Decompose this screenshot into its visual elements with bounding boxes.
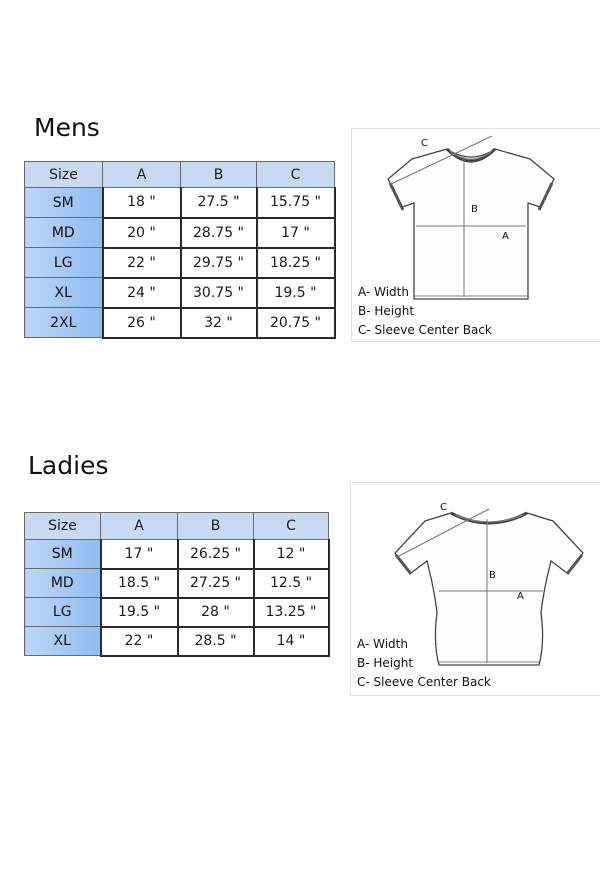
table-row: [25, 627, 329, 656]
value-b: 32 ": [181, 308, 257, 338]
size-label: 2XL: [25, 308, 103, 338]
size-label: SM: [25, 540, 101, 569]
label-c: C: [440, 502, 447, 513]
table-row: [25, 569, 329, 598]
value-a: 18.5 ": [101, 569, 178, 598]
size-label: XL: [25, 627, 101, 656]
value-c: 12.5 ": [254, 569, 329, 598]
value-c: 12 ": [254, 540, 329, 569]
header-size: Size: [25, 162, 103, 188]
size-label: LG: [25, 598, 101, 627]
header-c: C: [257, 162, 335, 188]
value-c: 17 ": [257, 218, 335, 248]
legend-height: B- Height: [357, 656, 414, 670]
legend-height: B- Height: [358, 304, 415, 318]
mens-legend: [358, 283, 492, 340]
table-row: [25, 540, 329, 569]
table-row: [25, 278, 335, 308]
header-size: Size: [25, 513, 101, 540]
table-row: [25, 308, 335, 338]
legend-sleeve: C- Sleeve Center Back: [358, 323, 492, 337]
size-label: LG: [25, 248, 103, 278]
value-c: 18.25 ": [257, 248, 335, 278]
size-label: SM: [25, 188, 103, 218]
value-c: 13.25 ": [254, 598, 329, 627]
header-a: A: [103, 162, 181, 188]
legend-sleeve: C- Sleeve Center Back: [357, 675, 491, 689]
ladies-size-table: [24, 512, 330, 657]
ladies-tshirt-diagram: [350, 482, 600, 696]
table-row: [25, 598, 329, 627]
value-c: 20.75 ": [257, 308, 335, 338]
label-a: A: [502, 231, 509, 242]
mens-size-table: [24, 161, 336, 339]
value-a: 26 ": [103, 308, 181, 338]
value-a: 19.5 ": [101, 598, 178, 627]
ladies-title: Ladies: [28, 451, 109, 480]
table-row: [25, 248, 335, 278]
header-b: B: [178, 513, 254, 540]
legend-width: A- Width: [358, 285, 409, 299]
value-a: 24 ": [103, 278, 181, 308]
value-b: 28.75 ": [181, 218, 257, 248]
table-row: [25, 188, 335, 218]
mens-title: Mens: [34, 113, 100, 142]
value-c: 15.75 ": [257, 188, 335, 218]
value-b: 27.25 ": [178, 569, 254, 598]
size-label: MD: [25, 218, 103, 248]
value-a: 18 ": [103, 188, 181, 218]
legend-width: A- Width: [357, 637, 408, 651]
header-c: C: [254, 513, 329, 540]
table-row: [25, 218, 335, 248]
size-label: MD: [25, 569, 101, 598]
value-a: 17 ": [101, 540, 178, 569]
size-label: XL: [25, 278, 103, 308]
value-b: 29.75 ": [181, 248, 257, 278]
value-a: 20 ": [103, 218, 181, 248]
value-b: 26.25 ": [178, 540, 254, 569]
value-c: 14 ": [254, 627, 329, 656]
label-c: C: [421, 138, 428, 149]
value-b: 30.75 ": [181, 278, 257, 308]
label-a: A: [517, 591, 524, 602]
value-b: 28 ": [178, 598, 254, 627]
label-b: B: [471, 204, 478, 215]
mens-tshirt-diagram: [351, 128, 600, 342]
header-a: A: [101, 513, 178, 540]
label-b: B: [489, 570, 496, 581]
value-c: 19.5 ": [257, 278, 335, 308]
ladies-legend: [357, 635, 491, 692]
value-a: 22 ": [103, 248, 181, 278]
value-b: 27.5 ": [181, 188, 257, 218]
value-a: 22 ": [101, 627, 178, 656]
value-b: 28.5 ": [178, 627, 254, 656]
header-b: B: [181, 162, 257, 188]
